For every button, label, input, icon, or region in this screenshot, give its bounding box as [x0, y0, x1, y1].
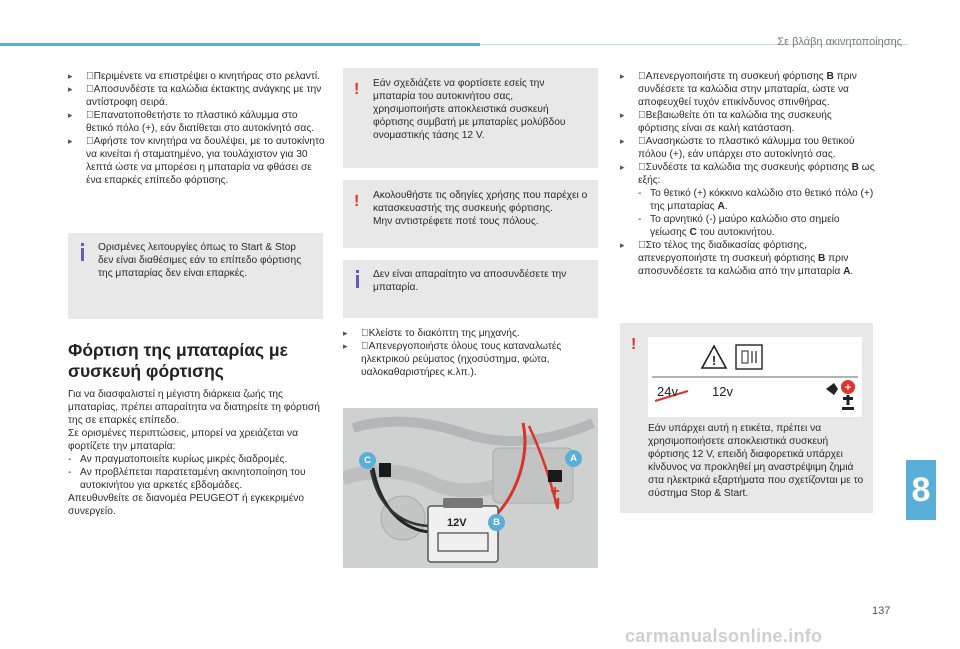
warning-text: Ακολουθήστε τις οδηγίες χρήσης που παρέχει ο κατασκευαστής της συσκευής φόρτισης. Μην αντιστρέφετε ποτέ τους πόλους. — [373, 190, 588, 227]
paragraph: Σε ορισμένες περιπτώσεις, μπορεί να χρειάζεται να φορτίζετε την μπαταρία: — [68, 428, 299, 452]
warning-box-12v-label — [620, 323, 873, 513]
info-box-disconnect — [343, 260, 598, 318]
list-item: ▸ Κλείστε το διακόπτη της μηχανής. — [343, 328, 520, 339]
left-body-text — [68, 388, 330, 518]
list-item: ▸ Βεβαιωθείτε ότι τα καλώδια της συσκευής φόρτισης είναι σε καλή κατάσταση. — [620, 110, 832, 134]
warning-box-instructions — [343, 180, 598, 248]
mid-bullet-list — [343, 327, 598, 379]
list-item: ▸ Επανατοποθετήστε το πλαστικό κάλυμμα στο θετικό πόλο (+), εάν διατίθεται στο αυτοκίνητό σας. — [68, 110, 315, 134]
list-item: - Αν πραγματοποιείτε κυρίως μικρές διαδρομές. — [68, 454, 288, 465]
list-item: - Αν προβλέπεται παρατεταμένη ακινητοποίηση του αυτοκινήτου για αρκετές εβδομάδες. — [68, 467, 306, 491]
page-number: 137 — [872, 605, 891, 617]
svg-text:+: + — [550, 483, 560, 500]
chapter-tab: 8 — [906, 460, 936, 520]
list-item: ▸ Συνδέστε τα καλώδια της συσκευής φόρτισης B ως εξής: — [620, 162, 875, 186]
list-item: ▸ Αποσυνδέστε τα καλώδια έκτακτης ανάγκης με την αντίστροφη σειρά. — [68, 84, 322, 108]
paragraph: Για να διασφαλιστεί η μέγιστη διάρκεια ζωής της μπαταρίας, πρέπει απαραίτητα να διατηρείτε τη φόρτισή της σε επαρκές επίπεδο. — [68, 389, 320, 426]
sticker-24v: 24v — [657, 384, 678, 399]
list-item: - Το θετικό (+) κόκκινο καλώδιο στο θετικό πόλο (+) της μπαταρίας A. — [638, 188, 874, 212]
bullet-icon: ▸ — [620, 240, 625, 250]
section-heading: Φόρτιση της μπαταρίας με συσκευή φόρτισης — [68, 340, 288, 381]
list-item: ▸ Απενεργοποιήστε όλους τους καταναλωτές ηλεκτρικού ρεύματος (ηχοσύστημα, φώτα, υαλοκαθαριστήρες κ.λπ.). — [343, 341, 562, 378]
svg-text:+: + — [844, 382, 852, 394]
info-icon — [79, 243, 87, 261]
info-icon — [354, 270, 362, 288]
engine-bay-drawing — [343, 408, 598, 568]
sticker-12v: 12v — [712, 384, 733, 399]
warning-text: Εάν σχεδιάζετε να φορτίσετε εσείς την μπαταρία του αυτοκινήτου σας, χρησιμοποιήστε αποκλειστικά συσκευή φόρτισης συμβατή με μπαταρίες μολύβδου ονομαστικής τάσης 12 V. — [373, 78, 566, 141]
section-title: Σε βλάβη ακινητοποίησης — [777, 36, 902, 48]
bullet-icon: ▸ — [68, 71, 73, 81]
bullet-icon: ▸ — [620, 110, 625, 120]
left-bullet-list — [68, 70, 326, 187]
bullet-icon: ▸ — [343, 341, 348, 351]
bullet-icon: ▸ — [68, 136, 73, 146]
label-c: C — [359, 452, 376, 469]
list-item: ▸ Περιμένετε να επιστρέψει ο κινητήρας στο ρελαντί. — [68, 71, 321, 82]
list-item: ▸ Στο τέλος της διαδικασίας φόρτισης, απενεργοποιήστε τη συσκευή φόρτισης B πριν αποσυνδέσετε τα καλώδια από την μπαταρία A. — [620, 240, 854, 277]
label-a: A — [565, 450, 582, 467]
warning-icon: ! — [631, 336, 637, 353]
bullet-icon: ▸ — [343, 328, 348, 338]
warning-text: Εάν υπάρχει αυτή η ετικέτα, πρέπει να χρησιμοποιήσετε αποκλειστικά συσκευή φόρτισης 12 V, επειδή διαφορετικά υπάρχει κίνδυνος να προκληθεί μη αναστρέψιμη ζημιά στα ηλεκτρικά εξαρτήματα που σχετίζονται με το σύστημα Stop & Start. — [648, 423, 864, 499]
list-item: ▸ Αφήστε τον κινητήρα να δουλέψει, με το αυτοκίνητο να κινείται ή σταματημένο, για τουλάχιστον για 30 λεπτά ώστε να μπορέσει η μπαταρία να φθάσει σε ένα επαρκές επίπεδο φόρτισης. — [68, 136, 325, 186]
bullet-icon: ▸ — [68, 84, 73, 94]
list-item: ▸ Ανασηκώστε το πλαστικό κάλυμμα του θετικού πόλου (+), εάν υπάρχει στο αυτοκίνητό σας. — [620, 136, 855, 160]
info-text: Ορισμένες λειτουργίες όπως το Start & Stop δεν είναι διαθέσιμες εάν το επίπεδο φόρτισης της μπαταρίας δεν είναι επαρκές. — [98, 242, 302, 279]
12v-sticker-image — [648, 337, 862, 417]
bullet-icon: ▸ — [620, 136, 625, 146]
list-item: - Το αρνητικό (-) μαύρο καλώδιο στο σημείο γείωσης C του αυτοκινήτου. — [638, 214, 840, 238]
info-text: Δεν είναι απαραίτητο να αποσυνδέσετε την μπαταρία. — [373, 269, 567, 293]
svg-text:!: ! — [711, 353, 717, 368]
watermark: carmanualsonline.info — [625, 626, 823, 646]
charger-voltage-label: 12V — [447, 517, 467, 529]
header-accent-bar — [0, 43, 480, 46]
label-b: B — [488, 514, 505, 531]
bullet-icon: ▸ — [620, 162, 625, 172]
warning-icon: ! — [354, 193, 360, 210]
charger-illustration — [343, 408, 598, 568]
list-item: ▸ Απενεργοποιήστε τη συσκευή φόρτισης B πριν συνδέσετε τα καλώδια στην μπαταρία, ώστε να αποφευχθεί τυχόν επικίνδυνος σπινθήρας. — [620, 71, 857, 108]
info-box-start-stop — [68, 233, 323, 319]
right-bullet-list — [620, 70, 875, 278]
bullet-icon: ▸ — [620, 71, 625, 81]
warning-box-charger — [343, 68, 598, 168]
sticker-drawing — [648, 337, 862, 417]
warning-icon: ! — [354, 81, 360, 98]
bullet-icon: ▸ — [68, 110, 73, 120]
paragraph: Απευθυνθείτε σε διανομέα PEUGEOT ή εγκεκριμένο συνεργείο. — [68, 493, 305, 517]
